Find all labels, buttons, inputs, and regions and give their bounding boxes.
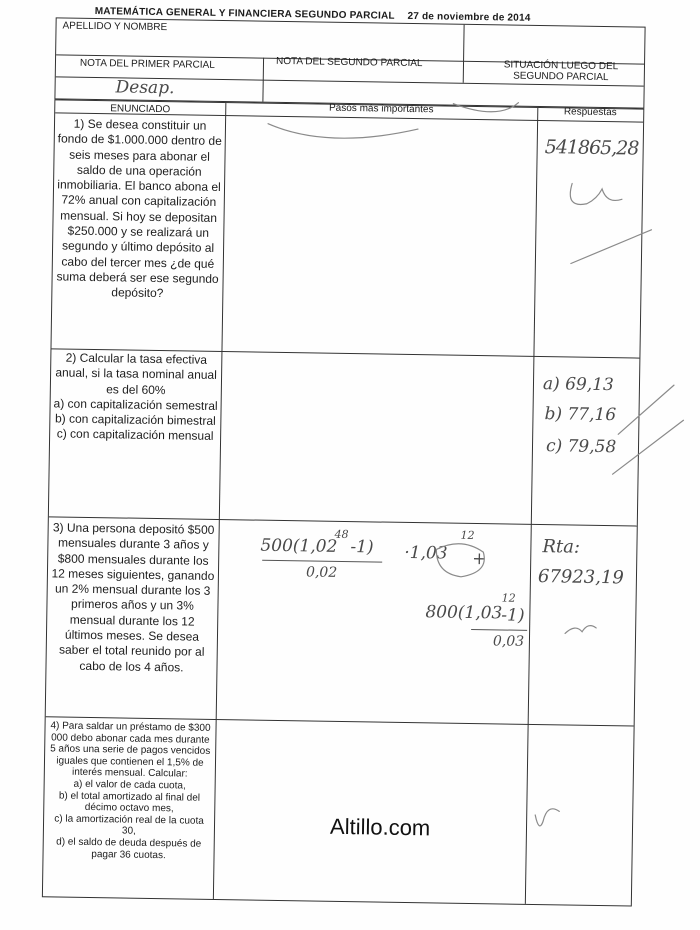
p3-formula1-num: 500(1,02 — [260, 535, 338, 557]
p3-factor-exp: 12 — [460, 528, 475, 543]
nota-primer-label: NOTA DEL PRIMER PARCIAL — [79, 57, 215, 71]
watermark: Altillo.com — [329, 813, 431, 841]
stroke-top-curve — [453, 102, 518, 113]
apellido-label: APELLIDO Y NOMBRE — [62, 20, 168, 34]
exam-title-text: MATEMÁTICA GENERAL Y FINANCIERA SEGUNDO PARCIAL — [94, 5, 395, 22]
col-respuestas: Respuestas — [563, 106, 617, 119]
stroke-slash-p3 — [613, 419, 684, 475]
problem-3-answer: 67923,19 — [537, 566, 625, 589]
problem-3-text: 3) Una persona depositó $500 mensuales durante 3 años y $800 mensuales durante los 12 meses siguientes, ganando un 2% mensual durante los 3 primeros años y un 3% mensual durante los 12 últimos meses. Se desea saber el total reunido por al cabo de los 4 años. — [51, 520, 215, 675]
exam-date: 27 de noviembre de 2014 — [407, 10, 531, 24]
problem-1-answer: 541865,28 — [544, 136, 639, 160]
problem-2-answer-a: a) 69,13 — [542, 374, 614, 396]
p3-formula2-den: 0,03 — [492, 633, 525, 650]
stroke-check-p4 — [535, 809, 559, 827]
p3-formula2-exp: 12 — [501, 591, 516, 605]
p3-formula2-num: 800(1,03 — [425, 602, 503, 624]
p3-formula1-tail: -1) — [350, 537, 374, 558]
p3-plus: + — [472, 548, 487, 570]
stroke-slash-p1 — [571, 229, 652, 265]
stroke-check-p1 — [570, 183, 622, 205]
problem-1-text: 1) Se desea constituir un fondo de $1.000.000 dentro de seis meses para abonar el saldo de una operación inmobiliaria. El banco abona el 72% anual con capitalización mensual. Si hoy se depositan $250.000 y se realizará un segundo y último depósito al cabo del tercer mes ¿de qué suma deberá ser ese segundo depósito? — [56, 116, 222, 301]
situacion-label: SITUACIÓN LUEGO DEL SEGUNDO PARCIAL — [503, 59, 619, 84]
problem-4-text: 4) Para saldar un préstamo de $300 000 debo abonar cada mes durante 5 años una serie de pagos vencidos iguales que contienen el 1,5% de interés mensual. Calcular: a) el valor de cada cuota, b) el total amortizado al final del décimo octavo mes, c) la amortización real de la cuota 30, d) el saldo de deuda después de pagar 36 cuotas. — [50, 720, 211, 861]
stroke-top-arc — [268, 124, 418, 140]
p3-formula1-den: 0,02 — [305, 564, 338, 581]
p3-formula1-exp: 48 — [334, 527, 349, 542]
stroke-slash-p2 — [618, 384, 674, 435]
col-enunciado: ENUNCIADO — [110, 103, 171, 116]
nota-primer-value: Desap. — [115, 77, 175, 99]
p3-factor: ·1,03 — [404, 542, 448, 564]
col-pasos: Pasos más importantes — [328, 102, 434, 116]
problem-2-answer-c: c) 79,58 — [545, 436, 617, 458]
problem-2-answer-b: b) 77,16 — [544, 404, 617, 426]
problem-2-text: 2) Calcular la tasa efectiva anual, si la tasa nominal anual es del 60% a) con capitalización semestral b) con capitalización bimestral c) con capitalización mensual — [53, 350, 218, 444]
nota-segundo-label: NOTA DEL SEGUNDO PARCIAL — [275, 55, 423, 70]
stroke-circle-p3 — [436, 543, 485, 577]
p3-formula2-tail: -1) — [501, 605, 525, 626]
stroke-check-p3 — [565, 625, 596, 634]
problem-3-answer-label: Rta: — [542, 536, 581, 558]
